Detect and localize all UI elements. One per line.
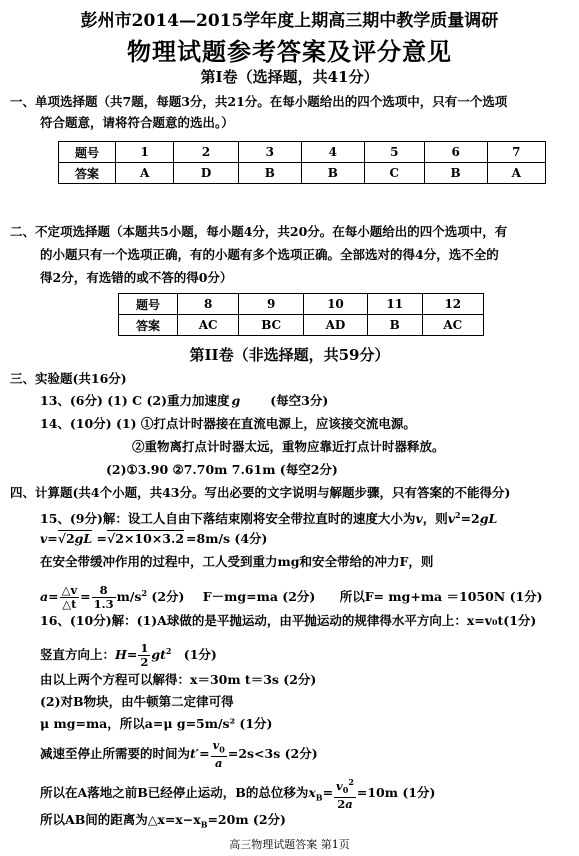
q14-line1: 14、(10分) (1) ①打点计时器接在直流电源上，应该接交流电源。 <box>40 416 416 431</box>
title-line2: 物理试题参考答案及评分意见 <box>127 37 452 66</box>
table-row-answers <box>119 315 484 336</box>
table-cell-label: 答案 <box>119 315 178 336</box>
table-cell: 11 <box>367 294 422 315</box>
section3-heading: 三、实验题(共16分) <box>10 371 127 386</box>
table-row-answers <box>59 163 546 184</box>
q13-answer: 13、(6分) (1) C (2)重力加速度 g (每空3分) <box>40 393 329 408</box>
table-cell: 1 <box>116 142 174 163</box>
q16-line1: 16、(10分)解：(1)A球做的是平抛运动，由平抛运动的规律得水平方向上：x=v₀t(1分) <box>40 613 537 628</box>
answer-table-single <box>58 141 546 184</box>
section1-text-line1: 一、单项选择题（共7题，每题3分，共21分。在每小题给出的四个选项中，只有一个选项 <box>10 94 508 109</box>
q16-line3: 由以上两个方程可以解得：x＝30m t＝3s (2分) <box>40 672 317 687</box>
table-cell: AC <box>178 315 239 336</box>
q14-line2: ②重物离打点计时器太远，重物应靠近打点计时器释放。 <box>132 439 445 454</box>
q16-line5: μ mg=ma，所以a=μ g=5m/s² (1分) <box>40 716 273 731</box>
table-cell: B <box>367 315 422 336</box>
q16-line7: 所以在A落地之前B已经停止运动，B的总位移为$x_B=$ $\frac{v_0^2}{2a}$ =10m (1分) <box>40 777 436 812</box>
table-cell: AC <box>422 315 483 336</box>
q16-line4: (2)对B物块，由牛顿第二定律可得 <box>40 694 234 709</box>
q15-line4: a= $\frac{\triangle v}{\triangle t}$ = $\frac{8}{1.3}$ $m/s^2$ (2分) F－mg=ma (2分) 所以F= mg+ma ＝1050N (1分) <box>40 583 543 612</box>
page-footer: 高三物理试题答案 第1页 <box>229 838 350 851</box>
table-row-question-numbers <box>59 142 546 163</box>
table-cell: D <box>174 163 238 184</box>
table-cell: 6 <box>424 142 487 163</box>
q15-line2: v=√2gL =√2×10×3.2 =8m/s (4分) <box>40 531 268 546</box>
section4-heading: 四、计算题(共4个小题，共43分。写出必要的文字说明与解题步骤，只有答案的不能得分) <box>10 485 511 500</box>
table-cell: 10 <box>303 294 367 315</box>
table-cell: 9 <box>239 294 304 315</box>
table-cell-label: 题号 <box>59 142 116 163</box>
table-cell: 12 <box>422 294 483 315</box>
answer-table-multi <box>118 293 484 336</box>
table-cell: 7 <box>487 142 545 163</box>
table-cell: 3 <box>238 142 301 163</box>
fraction-dv-dt: $\frac{\triangle v}{\triangle t}$ <box>61 583 78 612</box>
title-line1: 彭州市2014—2015学年度上期高三期中教学质量调研 <box>80 11 499 31</box>
table-cell: B <box>238 163 301 184</box>
table-cell: 4 <box>301 142 364 163</box>
section2-text-line3: 得2分，有选错的或不答的得0分） <box>40 270 233 285</box>
part1-heading: 第Ⅰ卷（选择题，共41分） <box>200 68 379 86</box>
table-cell: 2 <box>174 142 238 163</box>
table-cell: B <box>301 163 364 184</box>
table-cell: C <box>364 163 424 184</box>
table-cell: 5 <box>364 142 424 163</box>
q15-line3: 在安全带缓冲作用的过程中，工人受到重力mg和安全带给的冲力F，则 <box>40 554 434 569</box>
table-cell: A <box>487 163 545 184</box>
q14-line3: (2)①3.90 ②7.70m 7.61m (每空2分) <box>106 462 338 477</box>
section2-text-line2: 的小题只有一个选项正确，有的小题有多个选项正确。全部选对的得4分，选不全的 <box>40 247 499 262</box>
table-cell-label: 题号 <box>119 294 178 315</box>
q16-line6: 减速至停止所需要的时间为t′= $\frac{v_0}{a}$ =2s<3s (2分) <box>40 737 318 771</box>
table-row-question-numbers <box>119 294 484 315</box>
part2-heading: 第II卷（非选择题，共59分） <box>189 346 390 364</box>
q16-line2: 竖直方向上：H= $\frac{1}{2}$ $gt^2$ (1分) <box>40 641 217 670</box>
fraction-8-over-1.3: $\frac{8}{1.3}$ <box>93 583 114 612</box>
table-cell: B <box>424 163 487 184</box>
table-cell-label: 答案 <box>59 163 116 184</box>
q16-line8: 所以AB间的距离为$\triangle x=x-x_B=20m$ (2分) <box>40 812 286 830</box>
table-cell: AD <box>303 315 367 336</box>
section2-text-line1: 二、不定项选择题（本题共5小题，每小题4分，共20分。在每小题给出的四个选项中，有 <box>10 224 508 239</box>
q15-line1: 15、(9分)解：设工人自由下落结束刚将安全带拉直时的速度大小为v，则$v^2=2gL$ <box>40 510 498 527</box>
section1-text-line2: 符合题意，请将符合题意的选出。） <box>40 115 234 130</box>
table-cell: BC <box>239 315 304 336</box>
table-cell: A <box>116 163 174 184</box>
table-cell: 8 <box>178 294 239 315</box>
